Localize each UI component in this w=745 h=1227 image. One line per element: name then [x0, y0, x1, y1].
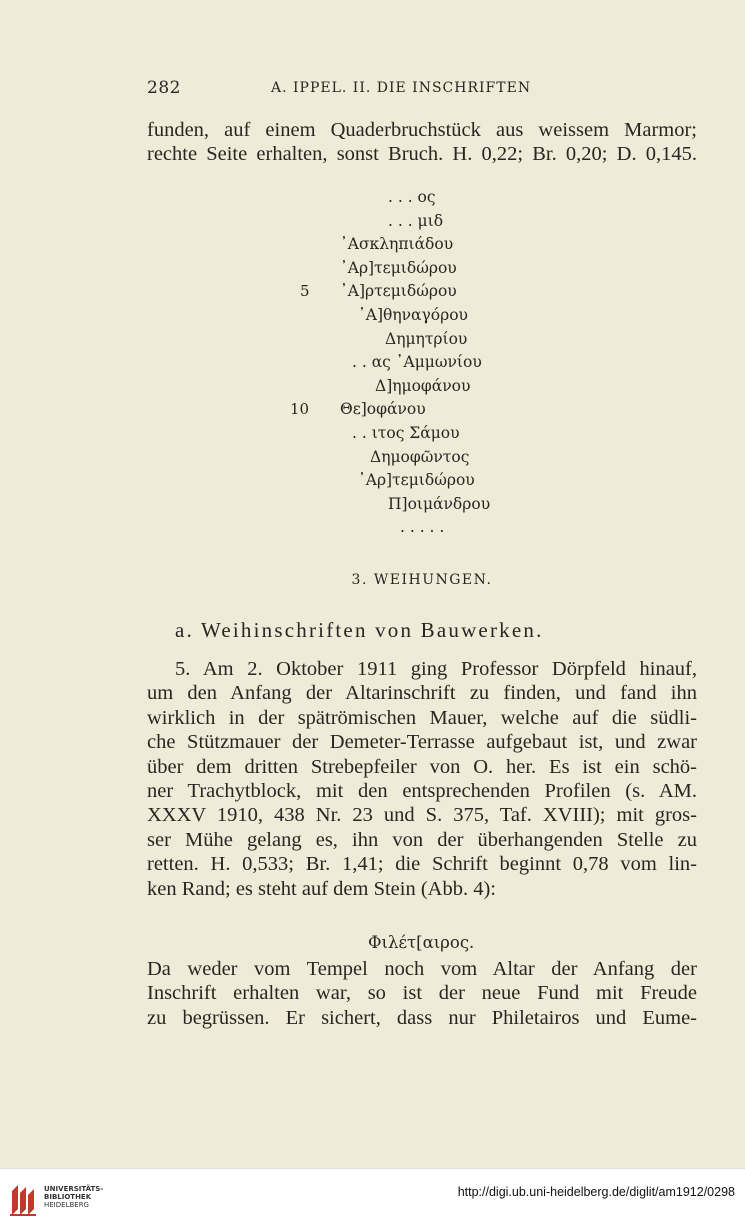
paragraph-line: ner Trachytblock, mit den entsprechenden Profilen (s. AM. — [147, 780, 697, 802]
inscription-text: Δημοφῶντος — [370, 447, 470, 466]
paragraph-line: retten. H. 0,533; Br. 1,41; die Schrift beginnt 0,78 vom lin- — [147, 853, 697, 876]
inscription-text: ᾿Αρ]τεμιδώρου — [340, 258, 457, 277]
paragraph-line: che Stützmauer der Demeter-Terrasse aufgebaut ist, und zwar — [147, 731, 697, 754]
paragraph-line: wirklich in der spätrömischen Mauer, welche auf die südli- — [147, 706, 697, 729]
closing-line: Inschrift erhalten war, so ist der neue Fund mit Freude — [147, 982, 697, 1005]
library-name: UNIVERSITÄTS- BIBLIOTHEK HEIDELBERG — [44, 1185, 104, 1209]
inscription-text: ᾿Αρ]τεμιδώρου — [358, 471, 475, 490]
inscription-text: ᾿Α]ρτεμιδώρου — [340, 282, 457, 301]
inscription-text: Δ]ημοφάνου — [375, 376, 471, 395]
university-library-logo-icon — [8, 1181, 38, 1217]
intro-line: funden, auf einem Quaderbruchstück aus weissem Marmor; — [147, 119, 697, 141]
inscription-text: Δημητρίου — [385, 329, 468, 348]
paragraph-line: 5. Am 2. Oktober 1911 ging Professor Dörpfeld hinauf, — [175, 658, 697, 680]
intro-line: rechte Seite erhalten, sonst Bruch. H. 0,22; Br. 0,20; D. 0,145. — [147, 143, 697, 165]
page-number: 282 — [147, 78, 181, 98]
line-number: 5 — [300, 282, 310, 301]
closing-line: zu begrüssen. Er sichert, dass nur Philetairos und Eume- — [147, 1006, 697, 1029]
inscription-text: ᾿Α]θηναγόρου — [358, 306, 468, 324]
paragraph-line: ken Rand; es steht auf dem Stein (Abb. 4): — [147, 877, 497, 900]
paragraph-line: ser Mühe gelang es, ihn von der überhangenden Stelle zu — [147, 828, 697, 851]
section-title: 3. WEIHUNGEN. — [351, 572, 493, 588]
subsection-title: a. Weihinschriften von Bauwerken. — [175, 618, 544, 642]
running-head: A. IPPEL. II. DIE INSCHRIFTEN — [271, 80, 532, 96]
inscription-text: Θε]οφάνου — [340, 400, 426, 419]
inscription-text: . . . ος — [388, 188, 436, 206]
inscription-text: . . ας ᾿Αμμωνίου — [352, 353, 482, 372]
inscription-text: ᾿Ασκληπιάδου — [340, 235, 454, 254]
paragraph-line: XXXV 1910, 438 Nr. 23 und S. 375, Taf. XVIII); mit gros- — [147, 804, 697, 827]
inscription-philetairos: Φιλέτ[αιρος. — [368, 933, 475, 952]
inscription-text: . . . . . — [400, 518, 445, 537]
permalink[interactable]: http://digi.ub.uni-heidelberg.de/diglit/am1912/0298 — [457, 1185, 735, 1199]
inscription-text: . . ιτος Σάμου — [352, 424, 460, 442]
inscription-text: Π]οιμάνδρου — [388, 494, 491, 513]
page-header — [147, 78, 697, 100]
closing-line: Da weder vom Tempel noch vom Altar der Anfang der — [147, 958, 697, 980]
line-number: 10 — [290, 400, 310, 419]
footer-bar — [0, 1168, 745, 1227]
paragraph-line: um den Anfang der Altarinschrift zu finden, und fand ihn — [147, 682, 697, 705]
paragraph-line: über dem dritten Strebepfeiler von O. her. Es ist ein schö- — [147, 755, 697, 778]
inscription-text: . . . μιδ — [388, 211, 444, 230]
